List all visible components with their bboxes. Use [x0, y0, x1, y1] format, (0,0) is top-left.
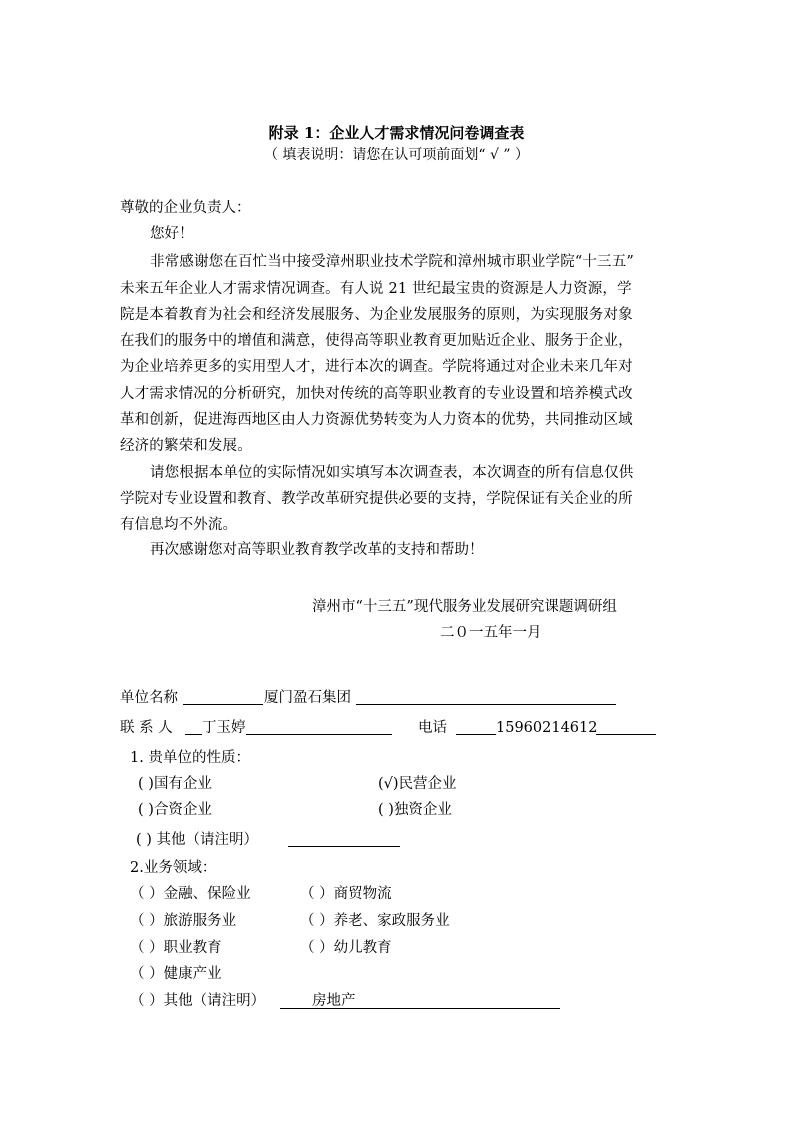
paragraph-line: 学院对专业设置和教育、教学改革研究提供必要的支持，学院保证有关企业的所 [120, 491, 633, 507]
checkbox-mark[interactable]: ( ) [138, 776, 154, 792]
checkbox-mark[interactable]: ( ) [378, 802, 394, 818]
q1-other-underline [288, 846, 400, 847]
paragraph-line: 请您根据本单位的实际情况如实填写本次调查表，本次调查的所有信息仅供 [150, 465, 634, 481]
q1-option-sole-proprietorship[interactable] [378, 800, 452, 820]
contact-field[interactable]: 丁玉婷 [202, 720, 246, 736]
unit-name-field[interactable]: 厦门盈石集团 [264, 690, 351, 706]
contact-underline [185, 734, 202, 735]
option-label: 合资企业 [153, 802, 212, 818]
q2-option-tourism[interactable] [130, 911, 236, 931]
greeting: 您好！ [150, 226, 194, 242]
signature-date: 二０一五年一月 [440, 625, 542, 641]
phone-field[interactable]: 15960214612 [496, 720, 598, 736]
checkbox-mark[interactable]: （ ） [300, 940, 334, 956]
q1-option-state-owned[interactable] [138, 774, 212, 794]
checkbox-mark[interactable]: ( ) [136, 832, 152, 848]
checkbox-mark[interactable]: （ ） [130, 913, 164, 929]
option-label: 其他（请注明） [156, 832, 259, 848]
closing-thanks: 再次感谢您对高等职业教育教学改革的支持和帮助！ [150, 542, 484, 558]
option-label: 民营企业 [398, 776, 457, 792]
paragraph-line: 人才需求情况的分析研究，加快对传统的高等职业教育的专业设置和培养模式改 [120, 386, 633, 402]
checkbox-mark-checked[interactable]: (√) [378, 776, 399, 792]
q2-other-underline [280, 1008, 560, 1009]
document-title: 附录 1：企业人才需求情况问卷调查表 [268, 124, 525, 142]
option-label: 幼儿教育 [333, 940, 392, 956]
unit-name-underline-tail [356, 704, 616, 705]
q2-option-elderly-care[interactable] [300, 911, 450, 931]
option-label: 职业教育 [163, 940, 222, 956]
signature-org: 漳州市“十三五”现代服务业发展研究课题调研组 [312, 599, 617, 615]
option-label: 养老、家政服务业 [333, 913, 450, 929]
q1-option-joint-venture[interactable] [138, 800, 212, 820]
fill-instructions: （ 填表说明：请您在认可项前面划“ √ ” ） [263, 147, 530, 163]
checkbox-mark[interactable]: （ ） [130, 993, 164, 1009]
checkbox-mark[interactable]: （ ） [300, 886, 334, 902]
paragraph-line: 未来五年企业人才需求情况调查。有人说 21 世纪最宝贵的资源是人力资源，学 [120, 281, 632, 297]
paragraph-line: 革和创新，促进海西地区由人力资源优势转变为人力资本的优势，共同推动区域 [120, 412, 633, 428]
phone-label: 电话 [418, 720, 447, 736]
unit-name-label: 单位名称 [120, 690, 178, 706]
paragraph-line: 为企业培养更多的实用型人才，进行本次的调查。学院将通过对企业未来几年对 [120, 359, 633, 375]
option-label: 商贸物流 [333, 886, 392, 902]
salutation: 尊敬的企业负责人： [120, 200, 251, 216]
paragraph-line: 经济的繁荣和发展。 [120, 438, 252, 454]
q2-option-health-industry[interactable] [130, 964, 222, 984]
q1-option-private[interactable] [378, 774, 457, 794]
question-1-title: 1. 贵单位的性质： [130, 750, 250, 766]
phone-underline [456, 734, 496, 735]
checkbox-mark[interactable]: （ ） [130, 886, 164, 902]
checkbox-mark[interactable]: （ ） [130, 940, 164, 956]
q2-option-preschool-education[interactable] [300, 938, 392, 958]
q2-option-other[interactable] [130, 991, 265, 1011]
paragraph-line: 有信息均不外流。 [120, 517, 238, 533]
paragraph-line: 在我们的服务中的增值和满意，使得高等职业教育更加贴近企业、服务于企业， [120, 333, 633, 349]
paragraph-line: 院是本着教育为社会和经济发展服务、为企业发展服务的原则，为实现服务对象 [120, 307, 633, 323]
unit-name-underline [183, 704, 263, 705]
option-label: 健康产业 [163, 966, 222, 982]
checkbox-mark[interactable]: （ ） [130, 966, 164, 982]
option-label: 金融、保险业 [163, 886, 251, 902]
contact-label: 联 系 人 [120, 720, 173, 736]
q2-other-field[interactable]: 房地产 [312, 993, 356, 1009]
contact-underline-tail [246, 734, 392, 735]
phone-underline-tail [596, 734, 656, 735]
q2-option-trade-logistics[interactable] [300, 884, 392, 904]
checkbox-mark[interactable]: （ ） [300, 913, 334, 929]
option-label: 旅游服务业 [163, 913, 237, 929]
option-label: 国有企业 [153, 776, 212, 792]
q2-option-finance[interactable] [130, 884, 251, 904]
question-2-title: 2.业务领域： [130, 860, 217, 876]
paragraph-line: 非常感谢您在百忙当中接受漳州职业技术学院和漳州城市职业学院“十三五” [150, 254, 634, 270]
checkbox-mark[interactable]: ( ) [138, 802, 154, 818]
q2-option-vocational-education[interactable] [130, 938, 222, 958]
q1-option-other[interactable] [136, 830, 258, 850]
option-label: 其他（请注明） [163, 993, 266, 1009]
option-label: 独资企业 [393, 802, 452, 818]
